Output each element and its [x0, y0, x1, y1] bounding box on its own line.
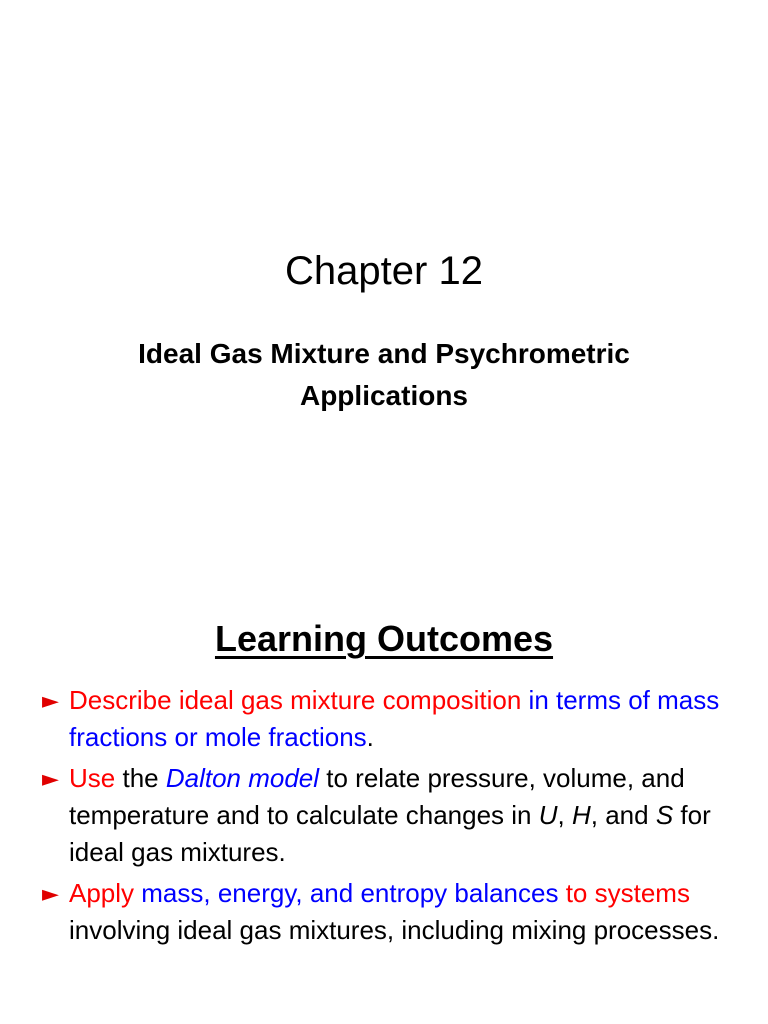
learning-outcome-item [42, 760, 742, 871]
outcome-text-segment: Dalton model [165, 763, 320, 793]
learning-outcome-text [69, 685, 719, 752]
chapter-subtitle-line-2: Applications [299, 380, 468, 411]
outcome-text-segment: U [538, 800, 558, 830]
outcome-text-segment: Apply [69, 878, 135, 908]
learning-outcome-item [42, 875, 742, 949]
outcome-text-segment: , [557, 800, 572, 830]
outcome-text-segment: the [115, 763, 166, 793]
outcome-text-segment: to systems [558, 878, 690, 908]
learning-outcome-text [69, 763, 711, 867]
outcome-text-segment: to relate pressure, volume, and temperature and to calculate changes in [69, 763, 685, 830]
outcome-text-segment: Use [69, 763, 116, 793]
triangle-bullet-icon: ► [42, 767, 59, 792]
outcome-text-segment: involving ideal gas mixtures, including mixing processes. [69, 915, 720, 945]
chapter-subtitle-line-1: Ideal Gas Mixture and Psychrometric [138, 338, 630, 369]
outcome-text-segment: . [366, 722, 374, 752]
chapter-subtitle [0, 333, 768, 417]
learning-outcomes-heading: Learning Outcomes [214, 618, 554, 659]
triangle-bullet-icon: ► [42, 689, 59, 714]
outcome-text-segment: H [571, 800, 591, 830]
outcome-text-segment: for ideal gas mixtures. [69, 800, 711, 867]
outcome-text-segment: Describe ideal gas mixture composition [69, 685, 522, 715]
learning-outcome-item [42, 682, 742, 756]
outcome-text-segment: mass, energy, and entropy balances [134, 878, 559, 908]
learning-outcomes-list [42, 682, 742, 953]
outcome-text-segment: S [655, 800, 674, 830]
outcome-text-segment: in terms of mass fractions or mole fractions [69, 685, 720, 752]
triangle-bullet-icon: ► [42, 882, 59, 907]
outcome-text-segment: , and [590, 800, 656, 830]
learning-outcome-text [69, 878, 719, 945]
chapter-title: Chapter 12 [285, 248, 483, 293]
